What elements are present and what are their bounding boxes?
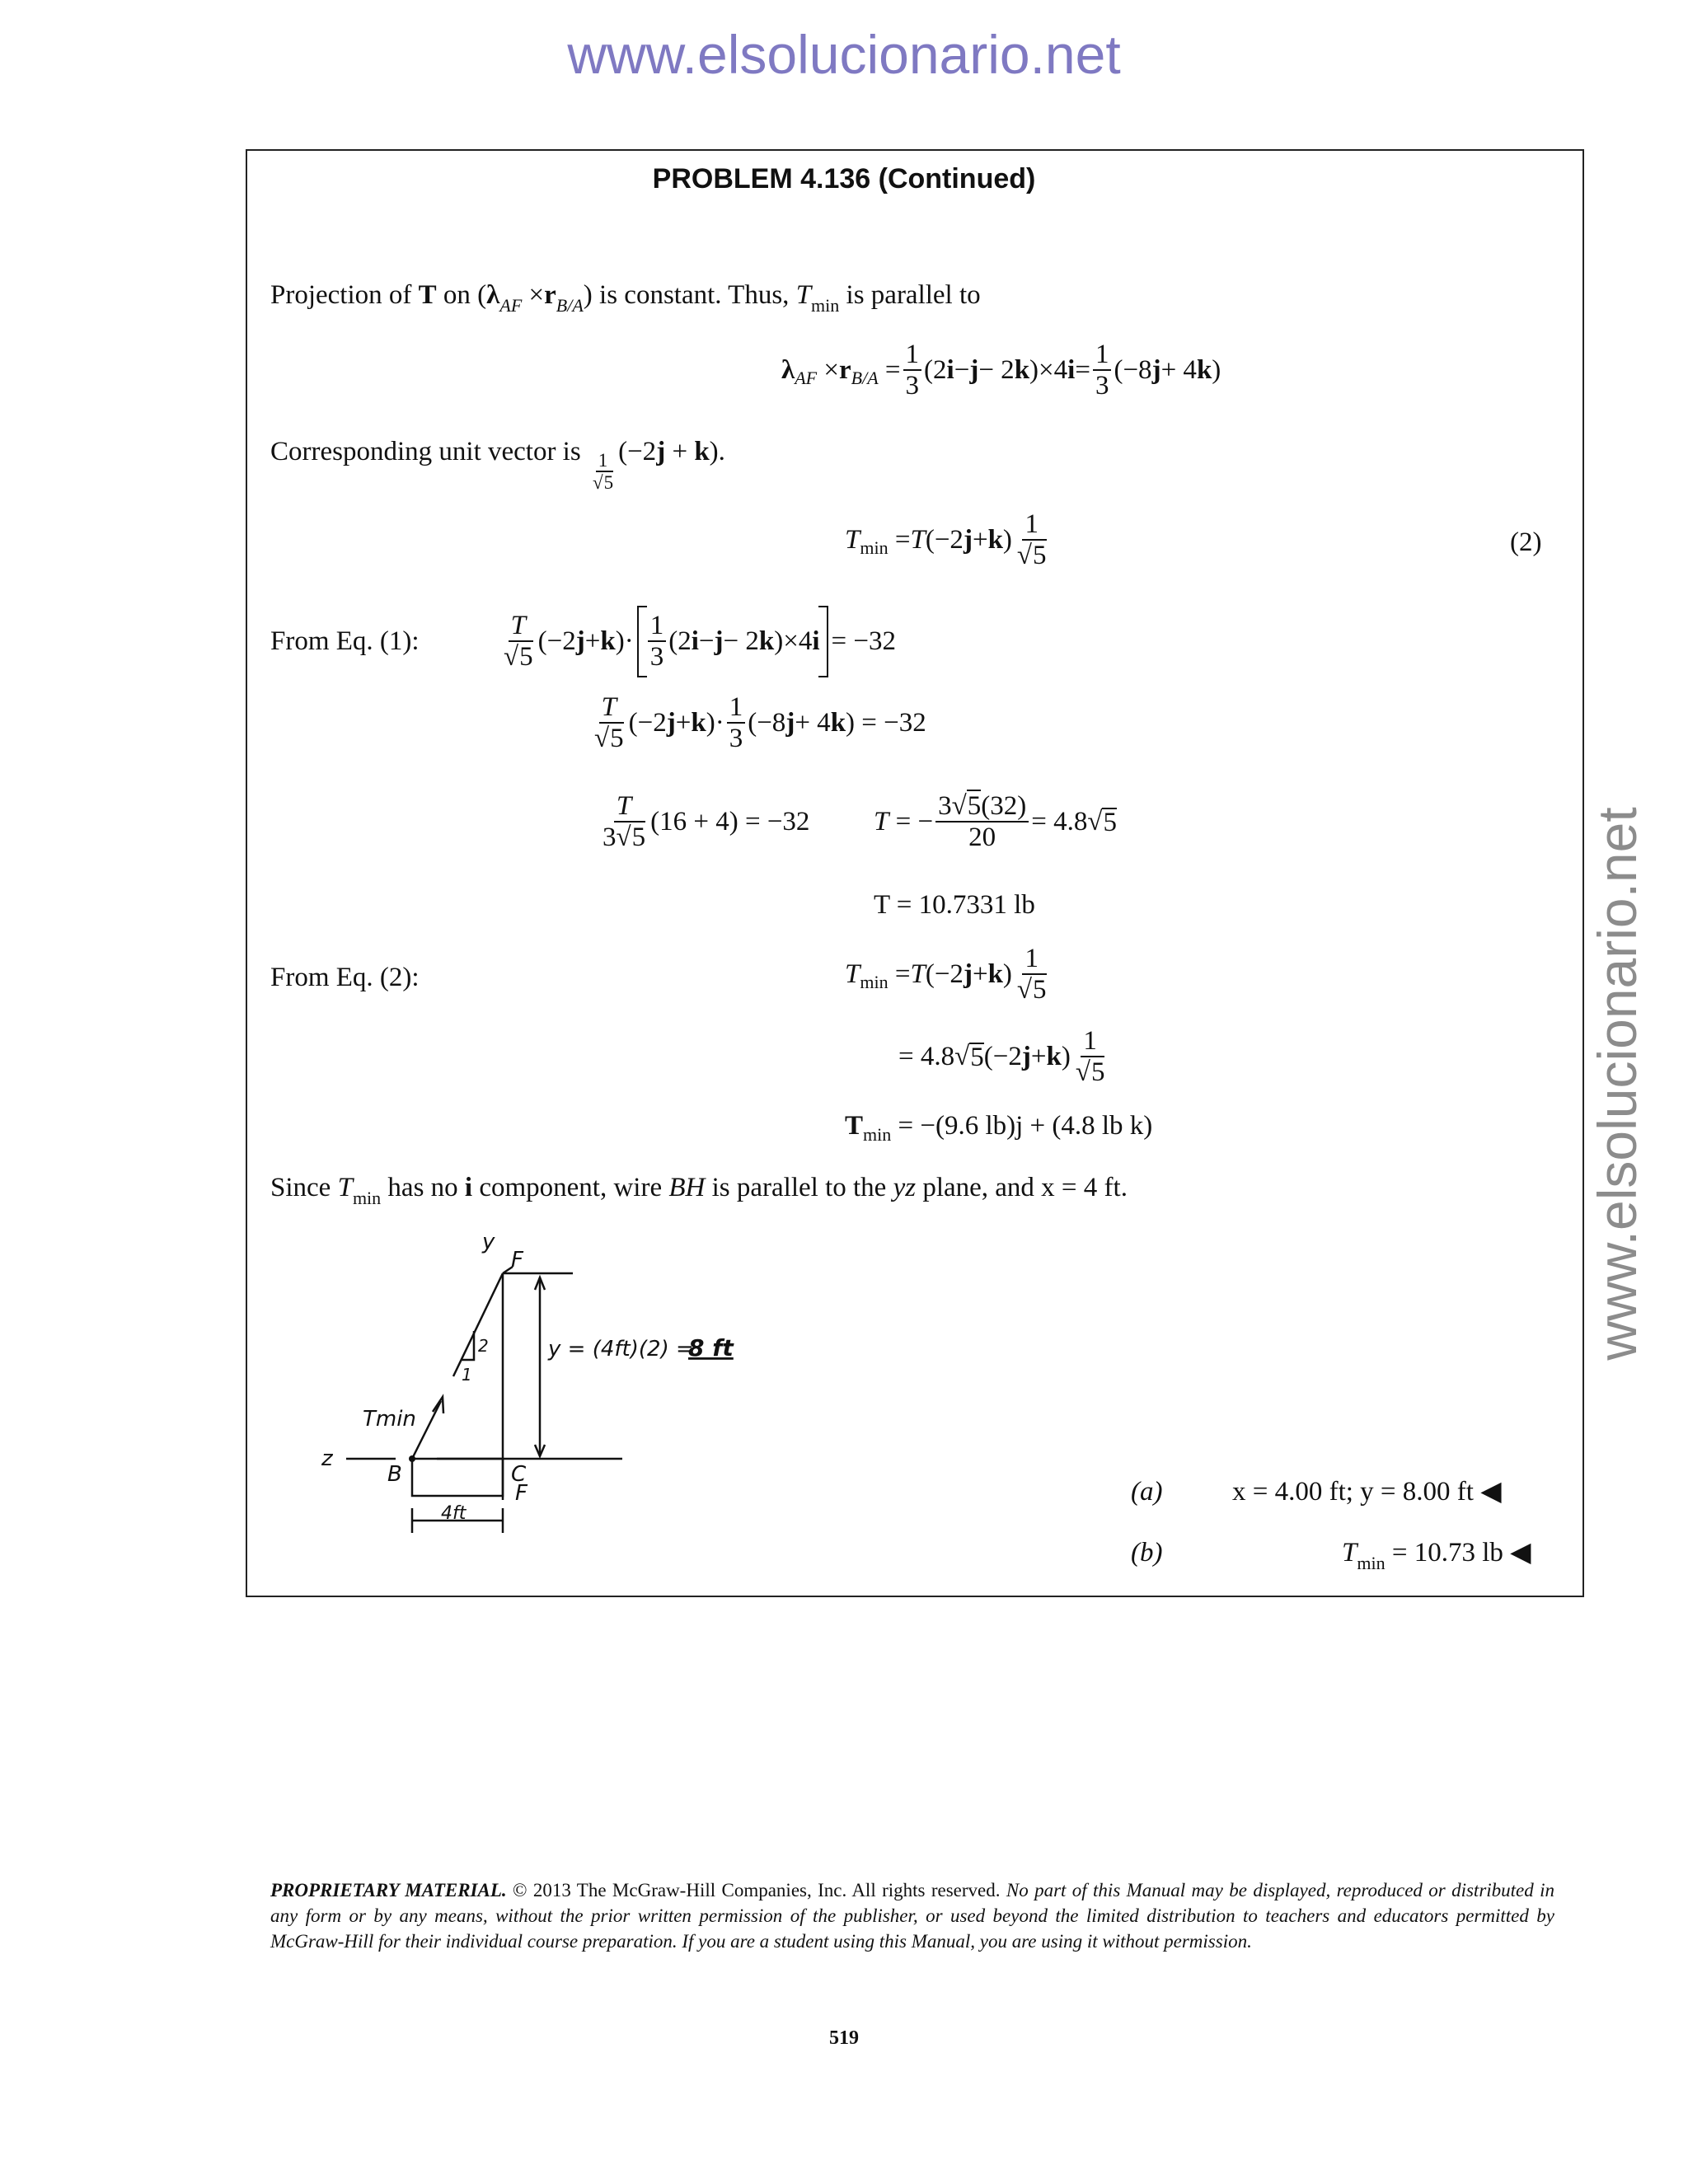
label-B: B bbox=[387, 1462, 402, 1487]
tmin-label: Tmin bbox=[363, 1407, 416, 1432]
tmin-arrow-head bbox=[433, 1397, 443, 1413]
answer-b-label: (b) bbox=[1131, 1538, 1163, 1568]
wire-line bbox=[453, 1273, 503, 1376]
4ft-label: 4ft bbox=[441, 1503, 467, 1524]
from-eq1-label: From Eq. (1): bbox=[270, 626, 420, 656]
since-sentence: Since $T_{min}$ has no i component, wire BH is parallel to the yz plane, and x = 4 ft. bbox=[270, 1173, 1128, 1208]
eq1-solve-T: T = − $\frac{3√5(32)}{20}$ = 4.8 √ 5 bbox=[874, 791, 1117, 853]
answer-a-label: (a) bbox=[1131, 1477, 1163, 1507]
eq2-line3: T min = −(9.6 lb)j + (4.8 lb k) bbox=[845, 1111, 1153, 1145]
eq2-line1: T min = T (−2 j + k ) $\frac{1}{√5}$ bbox=[845, 944, 1047, 1005]
equation-number: (2) bbox=[1510, 527, 1542, 557]
problem-title: PROBLEM 4.136 (Continued) bbox=[652, 163, 1036, 194]
from-eq2-label: From Eq. (2): bbox=[270, 963, 420, 992]
label-C: C bbox=[511, 1462, 527, 1487]
unit-vector-sentence: Corresponding unit vector is $\frac{1}{√5}$ (−2j + k). bbox=[270, 437, 725, 494]
eq1-line2: $\frac{T}{√5}$ (−2 j + k )· $\frac{1}{3}$ (−8 j + 4 k ) = −32 bbox=[594, 692, 926, 754]
point-B bbox=[409, 1455, 415, 1462]
eq2-line2: = 4.8√ 5 (−2 j + k ) $\frac{1}{√5}$ bbox=[898, 1026, 1105, 1088]
page-number: 519 bbox=[829, 2027, 859, 2049]
z-axis-label: z bbox=[321, 1446, 333, 1471]
answer-b-value: $T_{min} = 10.73$ lb ◀ bbox=[1342, 1538, 1531, 1573]
y-expression: y = (4ft)(2) = bbox=[548, 1337, 694, 1361]
answer-a-value: x = 4.00 ft; y = 8.00 ft ◀ bbox=[1232, 1477, 1502, 1507]
label-F-top: F bbox=[511, 1248, 523, 1272]
tmin-arrow-shaft bbox=[412, 1401, 441, 1459]
slope-2-label: 2 bbox=[478, 1336, 489, 1356]
proprietary-footer: PROPRIETARY MATERIAL. © 2013 The McGraw-Hill Companies, Inc. All rights reserved. No part of this Manual may be displayed, reproduced or distributed in any form or by any means, without the prior written permission of the publisher, or used beyond the limited distribution to teachers and educators permitted by McGraw-Hill for their individual course preparation. If you are a student using this Manual, you are using it without permission. bbox=[270, 1880, 1555, 1952]
watermark-top: www.elsolucionario.net bbox=[567, 24, 1121, 85]
slope-1-label: 1 bbox=[462, 1365, 472, 1385]
geometry-sketch bbox=[305, 1216, 767, 1562]
y-axis-label: y bbox=[482, 1230, 495, 1254]
cross-product-equation: λ AF × r B/A = $\frac{1}{3}$ (2 i − j − 2 k )×4 i = $\frac{1}{3}$ (−8 j + 4 k ) bbox=[781, 340, 1221, 401]
bc-rectangle bbox=[412, 1459, 503, 1496]
T-result: T = 10.7331 lb bbox=[874, 890, 1035, 920]
eq1-line1: $\frac{T}{√5}$ (−2 j + k )· $\frac{1}{3}$ (2 i − j − 2 k )×4 i = −32 bbox=[499, 606, 896, 677]
projection-sentence: Projection of T on $(\lambda_{AF} \times r_{B/A})$ is constant. Thus, $T_{min}$ is parallel to bbox=[270, 280, 981, 316]
y-result: 8 ft bbox=[688, 1334, 734, 1361]
label-F-bottom: F bbox=[515, 1481, 528, 1506]
eq1-line3: $\frac{T}{3√5}$ (16 + 4) = −32 bbox=[603, 791, 810, 853]
watermark-side: www.elsolucionario.net bbox=[1587, 807, 1648, 1361]
tmin-equation-2: T min = T (−2 j + k ) $\frac{1}{√5}$ bbox=[845, 509, 1047, 571]
